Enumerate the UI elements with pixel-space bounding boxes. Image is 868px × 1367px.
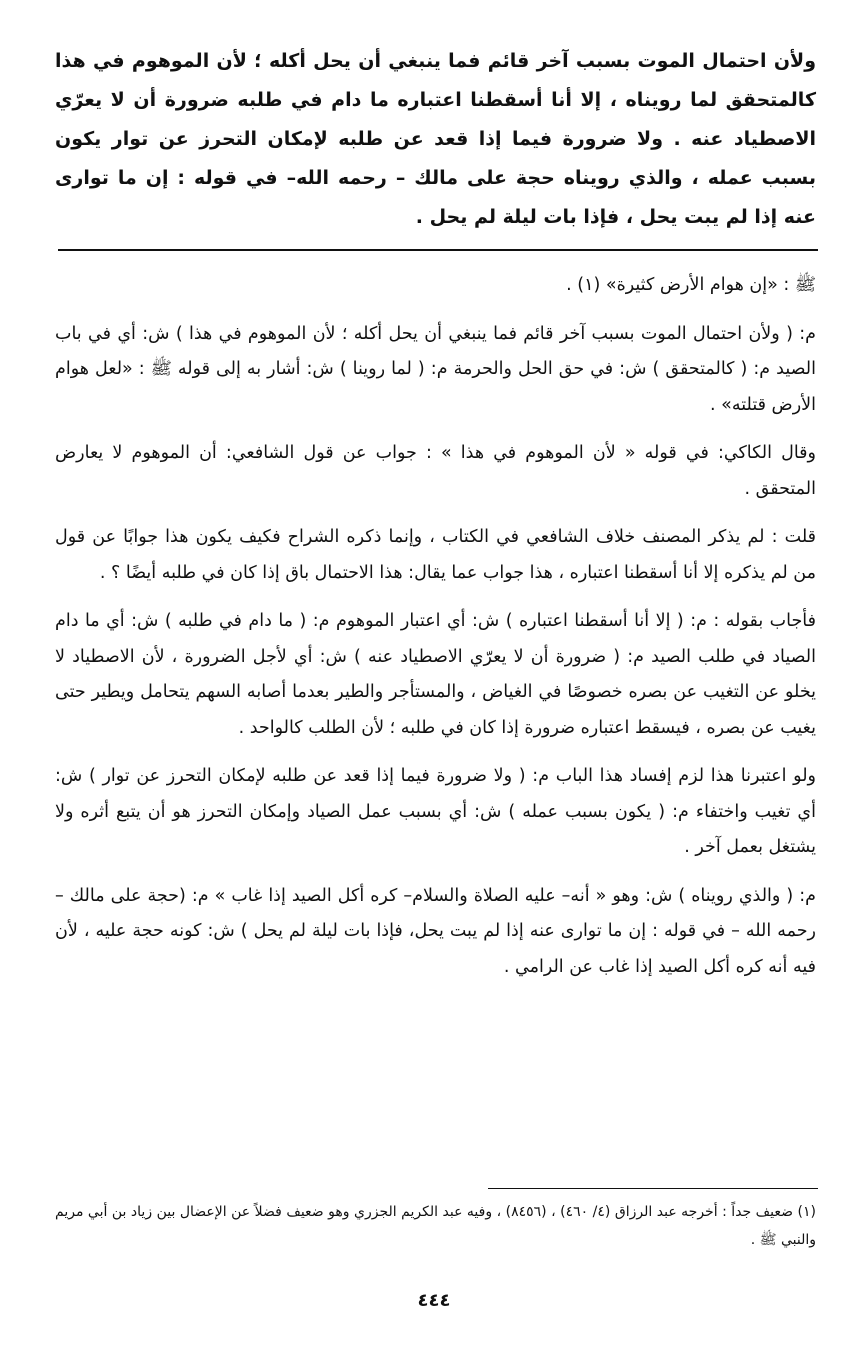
page-number: ٤٤٤ — [417, 1290, 451, 1311]
commentary-paragraph-1: ﷺ : «إن هوام الأرض كثيرة» (١) . — [566, 275, 816, 295]
commentary-section — [55, 268, 816, 998]
commentary-paragraph-7: م: ( والذي رويناه ) ش: وهو « أنه– عليه الصلاة والسلام– كره أكل الصيد إذا غاب » م: (حجة على مالك – رحمه الله – في قوله : إن ما توارى عنه إذا لم يبت يحل، فإذا بات ليلة لم يحل ) ش: كونه حجة عليه ، لأن فيه أنه كره أكل الصيد إذا غاب عن الرامي . — [55, 885, 816, 977]
footnote: (١) ضعيف جداً : أخرجه عبد الرزاق (٤/ ٤٦٠) ، (٨٤٥٦) ، وفيه عبد الكريم الجزري وهو ضعيف فضلاً عن الإعضال بين زياد بن أبي مريم والنبي ﷺ . — [55, 1204, 816, 1248]
commentary-paragraph-6: ولو اعتبرنا هذا لزم إفساد هذا الباب م: ( ولا ضرورة فيما إذا قعد عن طلبه لإمكان التحرز عن توار ) ش: أي تغيب واختفاء م: ( يكون بسبب عمله ) ش: أي بسبب عمل الصياد وإمكان التحرز هو أن يتبع أثره ولا يشتغل بعمل آخر . — [55, 766, 816, 857]
commentary-paragraph-2: م: ( ولأن احتمال الموت بسبب آخر قائم فما ينبغي أن يحل أكله ؛ لأن الموهوم في هذا ) ش: أي في باب الصيد م: ( كالمتحقق ) ش: في حق الحل والحرمة م: ( لما روينا ) ش: أشار به إلى قوله ﷺ : «لعل هوام الأرض قتلته» . — [55, 323, 816, 415]
commentary-paragraph-5: فأجاب بقوله : م: ( إلا أنا أسقطنا اعتباره ) ش: أي اعتبار الموهوم م: ( ما دام في طلبه ) ش: أي ما دام الصياد في طلب الصيد م: ( ضرورة أن لا يعرّي الاصطياد عنه ) ش: أي لأجل الضرورة ، لأن الاصطياد لا يخلو عن التغيب عن بصره خصوصًا في الغياض ، والمستأجر والطير بعدما أصابه السهم يتحامل ويطير حتى يغيب عن بصره ، فيسقط اعتباره ضرورة إذا كان في طلبه ؛ لأن الطلب كالواحد . — [55, 611, 816, 738]
matn-paragraph: ولأن احتمال الموت بسبب آخر قائم فما ينبغي أن يحل أكله ؛ لأن الموهوم في هذا كالمتحقق لما رويناه ، إلا أنا أسقطنا اعتباره ما دام في طلبه ضرورة أن لا يعرّي الاصطياد عنه . ولا ضرورة فيما إذا قعد عن طلبه لإمكان التحرز عن توار يكون بسبب عمله ، والذي رويناه حجة على مالك – رحمه الله– في قوله : إن ما توارى عنه إذا لم يبت يحل ، فإذا بات ليلة لم يحل . — [55, 50, 816, 228]
commentary-paragraph-4: قلت : لم يذكر المصنف خلاف الشافعي في الكتاب ، وإنما ذكره الشراح فكيف يكون هذا جوابًا عن قول من لم يذكره إلا أنا أسقطنا اعتباره ، هذا جواب عما يقال: هذا الاحتمال باق إذا كان في طلبه أيضًا ؟ . — [55, 527, 816, 583]
commentary-paragraph-3: وقال الكاكي: في قوله « لأن الموهوم في هذا » : جواب عن قول الشافعي: أن الموهوم لا يعارض المتحقق . — [55, 443, 816, 499]
matn-divider-line — [58, 249, 818, 251]
footnote-divider-line — [488, 1188, 818, 1189]
matn-text — [55, 42, 816, 237]
